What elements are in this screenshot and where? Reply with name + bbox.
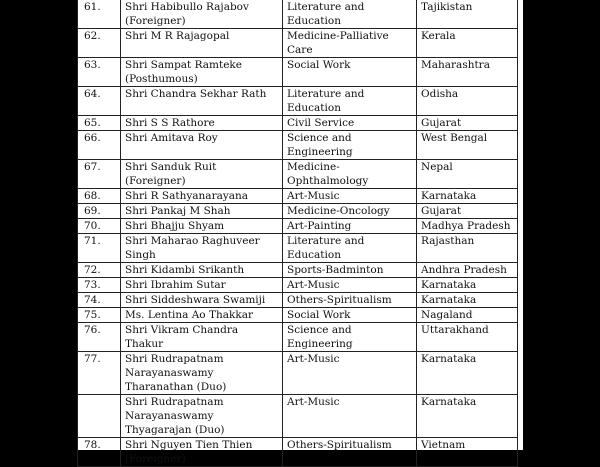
awardee-name-cell <box>121 263 283 278</box>
field-line: Art-Music <box>287 353 340 365</box>
awardee-name-cell <box>121 438 283 467</box>
state-country: Kerala <box>421 30 456 42</box>
field-cell <box>283 323 417 352</box>
serial-number: 69. <box>84 205 101 217</box>
field-line: Social Work <box>287 59 351 71</box>
serial-number: 66. <box>84 132 101 144</box>
serial-number: 70. <box>84 220 101 232</box>
awardee-name-line: Shri Sampat Ramteke <box>125 59 242 71</box>
serial-number-cell <box>78 0 121 29</box>
field-cell <box>283 438 417 467</box>
awardee-name-line: Shri Rudrapatnam <box>125 353 224 365</box>
state-country: Tajikistan <box>421 1 473 13</box>
awardee-name-line: Shri Ibrahim Sutar <box>125 279 226 291</box>
serial-number-cell <box>78 29 121 58</box>
awardee-name-cell <box>121 293 283 308</box>
field-cell <box>283 308 417 323</box>
awardee-name-line: (Foreigner) <box>125 15 186 27</box>
state-country: Nepal <box>421 161 453 173</box>
field-line: Art-Music <box>287 396 340 408</box>
field-line: Science and <box>287 324 352 336</box>
field-line: Engineering <box>287 338 353 350</box>
table-row <box>78 438 518 467</box>
state-country: Gujarat <box>421 205 462 217</box>
awardee-name-cell <box>121 395 283 438</box>
awardee-name-line: Shri Bhajju Shyam <box>125 220 225 232</box>
serial-number-cell <box>78 263 121 278</box>
serial-number: 61. <box>84 1 101 13</box>
field-line: Literature and <box>287 235 365 247</box>
table-row <box>78 58 518 87</box>
awardee-name-cell <box>121 219 283 234</box>
field-cell <box>283 293 417 308</box>
table-row <box>78 204 518 219</box>
serial-number-cell <box>78 87 121 116</box>
table-row <box>78 234 518 263</box>
state-country: Rajasthan <box>421 235 475 247</box>
awardee-name-line: Shri Amitava Roy <box>125 132 218 144</box>
field-cell <box>283 204 417 219</box>
serial-number-cell <box>78 219 121 234</box>
awardee-name-line: Thakur <box>125 338 164 350</box>
field-line: Science and <box>287 132 352 144</box>
awardee-name-line: (Foreigner) <box>125 453 186 465</box>
field-line: Art-Music <box>287 279 340 291</box>
serial-number-cell <box>78 160 121 189</box>
state-cell <box>417 189 518 204</box>
awardee-name-line: Thyagarajan (Duo) <box>125 424 225 436</box>
state-country: Uttarakhand <box>421 324 489 336</box>
field-cell <box>283 263 417 278</box>
table-row <box>78 131 518 160</box>
awardee-name-line: Singh <box>125 249 156 261</box>
field-cell <box>283 219 417 234</box>
awardee-name-cell <box>121 352 283 395</box>
serial-number-cell <box>78 131 121 160</box>
state-cell <box>417 323 518 352</box>
awardee-name-line: Shri Pankaj M Shah <box>125 205 231 217</box>
table-row <box>78 219 518 234</box>
awardee-name-line: (Posthumous) <box>125 73 198 85</box>
state-country: West Bengal <box>421 132 488 144</box>
field-line: Medicine-Oncology <box>287 205 390 217</box>
awardee-name-cell <box>121 278 283 293</box>
field-line: Care <box>287 44 313 56</box>
serial-number: 78. <box>84 439 101 451</box>
table-row <box>78 293 518 308</box>
state-country: Madhya Pradesh <box>421 220 511 232</box>
field-line: Literature and <box>287 1 365 13</box>
awardee-name-line: Narayanaswamy <box>125 410 214 422</box>
table-row <box>78 116 518 131</box>
awardee-name-cell <box>121 323 283 352</box>
awardee-name-cell <box>121 308 283 323</box>
field-line: Art-Music <box>287 190 340 202</box>
serial-number-cell <box>78 116 121 131</box>
awardee-name-line: Tharanathan (Duo) <box>125 381 227 393</box>
table-row <box>78 308 518 323</box>
awardee-name-cell <box>121 116 283 131</box>
state-country: Maharashtra <box>421 59 490 71</box>
awardee-name-cell <box>121 0 283 29</box>
serial-number-cell <box>78 234 121 263</box>
awardee-name-line: Shri S S Rathore <box>125 117 215 129</box>
awardee-name-line: Ms. Lentina Ao Thakkar <box>125 309 253 321</box>
awardee-name-cell <box>121 131 283 160</box>
state-country: Odisha <box>421 88 459 100</box>
field-cell <box>283 58 417 87</box>
field-cell <box>283 116 417 131</box>
table-row <box>78 278 518 293</box>
state-cell <box>417 308 518 323</box>
field-line: Art-Painting <box>287 220 352 232</box>
awardee-name-cell <box>121 87 283 116</box>
awardee-name-line: Shri Sanduk Ruit <box>125 161 217 173</box>
field-cell <box>283 395 417 438</box>
serial-number-cell <box>78 308 121 323</box>
table-row <box>78 29 518 58</box>
serial-number: 63. <box>84 59 101 71</box>
serial-number: 62. <box>84 30 101 42</box>
state-country: Karnataka <box>421 353 477 365</box>
field-cell <box>283 29 417 58</box>
field-line: Medicine- <box>287 161 340 173</box>
field-cell <box>283 87 417 116</box>
field-line: Medicine-Palliative <box>287 30 389 42</box>
serial-number: 65. <box>84 117 101 129</box>
serial-number: 74. <box>84 294 101 306</box>
table-row <box>78 395 518 438</box>
table-row <box>78 352 518 395</box>
state-country: Karnataka <box>421 190 477 202</box>
state-cell <box>417 438 518 467</box>
field-cell <box>283 0 417 29</box>
awardee-name-cell <box>121 204 283 219</box>
field-line: Education <box>287 102 341 114</box>
awardee-name-cell <box>121 29 283 58</box>
table-row <box>78 160 518 189</box>
serial-number: 68. <box>84 190 101 202</box>
awardee-name-cell <box>121 234 283 263</box>
serial-number: 77. <box>84 353 101 365</box>
serial-number: 72. <box>84 264 101 276</box>
state-cell <box>417 352 518 395</box>
state-cell <box>417 263 518 278</box>
serial-number-cell <box>78 323 121 352</box>
state-country: Nagaland <box>421 309 473 321</box>
field-cell <box>283 131 417 160</box>
awardee-name-line: Shri Rudrapatnam <box>125 396 224 408</box>
serial-number: 71. <box>84 235 101 247</box>
state-country: Karnataka <box>421 294 477 306</box>
field-line: Education <box>287 249 341 261</box>
serial-number-cell <box>78 58 121 87</box>
state-cell <box>417 131 518 160</box>
serial-number: 73. <box>84 279 101 291</box>
state-cell <box>417 160 518 189</box>
serial-number-cell <box>78 278 121 293</box>
field-line: Ophthalmology <box>287 175 369 187</box>
state-cell <box>417 234 518 263</box>
field-cell <box>283 160 417 189</box>
serial-number-cell <box>78 293 121 308</box>
awardee-name-line: Shri Kidambi Srikanth <box>125 264 245 276</box>
awardee-name-cell <box>121 189 283 204</box>
state-country: Gujarat <box>421 117 462 129</box>
table-row <box>78 189 518 204</box>
table-row <box>78 323 518 352</box>
awardee-name-line: Shri R Sathyanarayana <box>125 190 249 202</box>
field-line: Others-Spiritualism <box>287 439 392 451</box>
state-cell <box>417 58 518 87</box>
state-country: Andhra Pradesh <box>421 264 507 276</box>
awardee-name-line: Shri Nguyen Tien Thien <box>125 439 253 451</box>
state-cell <box>417 293 518 308</box>
serial-number: 67. <box>84 161 101 173</box>
state-cell <box>417 395 518 438</box>
serial-number-cell <box>78 438 121 467</box>
serial-number: 75. <box>84 309 101 321</box>
awardee-name-line: Narayanaswamy <box>125 367 214 379</box>
field-line: Civil Service <box>287 117 355 129</box>
awardee-name-cell <box>121 160 283 189</box>
awardee-name-line: Shri Chandra Sekhar Rath <box>125 88 267 100</box>
state-country: Karnataka <box>421 396 477 408</box>
state-cell <box>417 219 518 234</box>
awardee-name-line: (Foreigner) <box>125 175 186 187</box>
awardee-name-cell <box>121 58 283 87</box>
awardee-name-line: Shri Maharao Raghuveer <box>125 235 260 247</box>
field-line: Engineering <box>287 146 353 158</box>
state-cell <box>417 204 518 219</box>
state-cell <box>417 29 518 58</box>
state-cell <box>417 116 518 131</box>
awardee-name-line: Shri Vikram Chandra <box>125 324 239 336</box>
serial-number-cell <box>78 352 121 395</box>
field-line: Literature and <box>287 88 365 100</box>
serial-number: 76. <box>84 324 101 336</box>
state-cell <box>417 0 518 29</box>
field-cell <box>283 278 417 293</box>
field-cell <box>283 189 417 204</box>
serial-number-cell <box>78 395 121 438</box>
field-line: Sports-Badminton <box>287 264 384 276</box>
document-page <box>77 0 523 465</box>
serial-number-cell <box>78 204 121 219</box>
field-cell <box>283 234 417 263</box>
state-cell <box>417 278 518 293</box>
serial-number-cell <box>78 189 121 204</box>
table-row <box>78 0 518 29</box>
awardee-name-line: Shri M R Rajagopal <box>125 30 230 42</box>
field-line: Others-Spiritualism <box>287 294 392 306</box>
state-country: Vietnam <box>421 439 466 451</box>
serial-number: 64. <box>84 88 101 100</box>
state-cell <box>417 87 518 116</box>
awardees-table <box>77 0 518 467</box>
field-line: Social Work <box>287 309 351 321</box>
awardee-name-line: Shri Siddeshwara Swamiji <box>125 294 266 306</box>
field-line: Education <box>287 15 341 27</box>
table-row <box>78 87 518 116</box>
state-country: Karnataka <box>421 279 477 291</box>
table-row <box>78 263 518 278</box>
field-cell <box>283 352 417 395</box>
awardee-name-line: Shri Habibullo Rajabov <box>125 1 249 13</box>
